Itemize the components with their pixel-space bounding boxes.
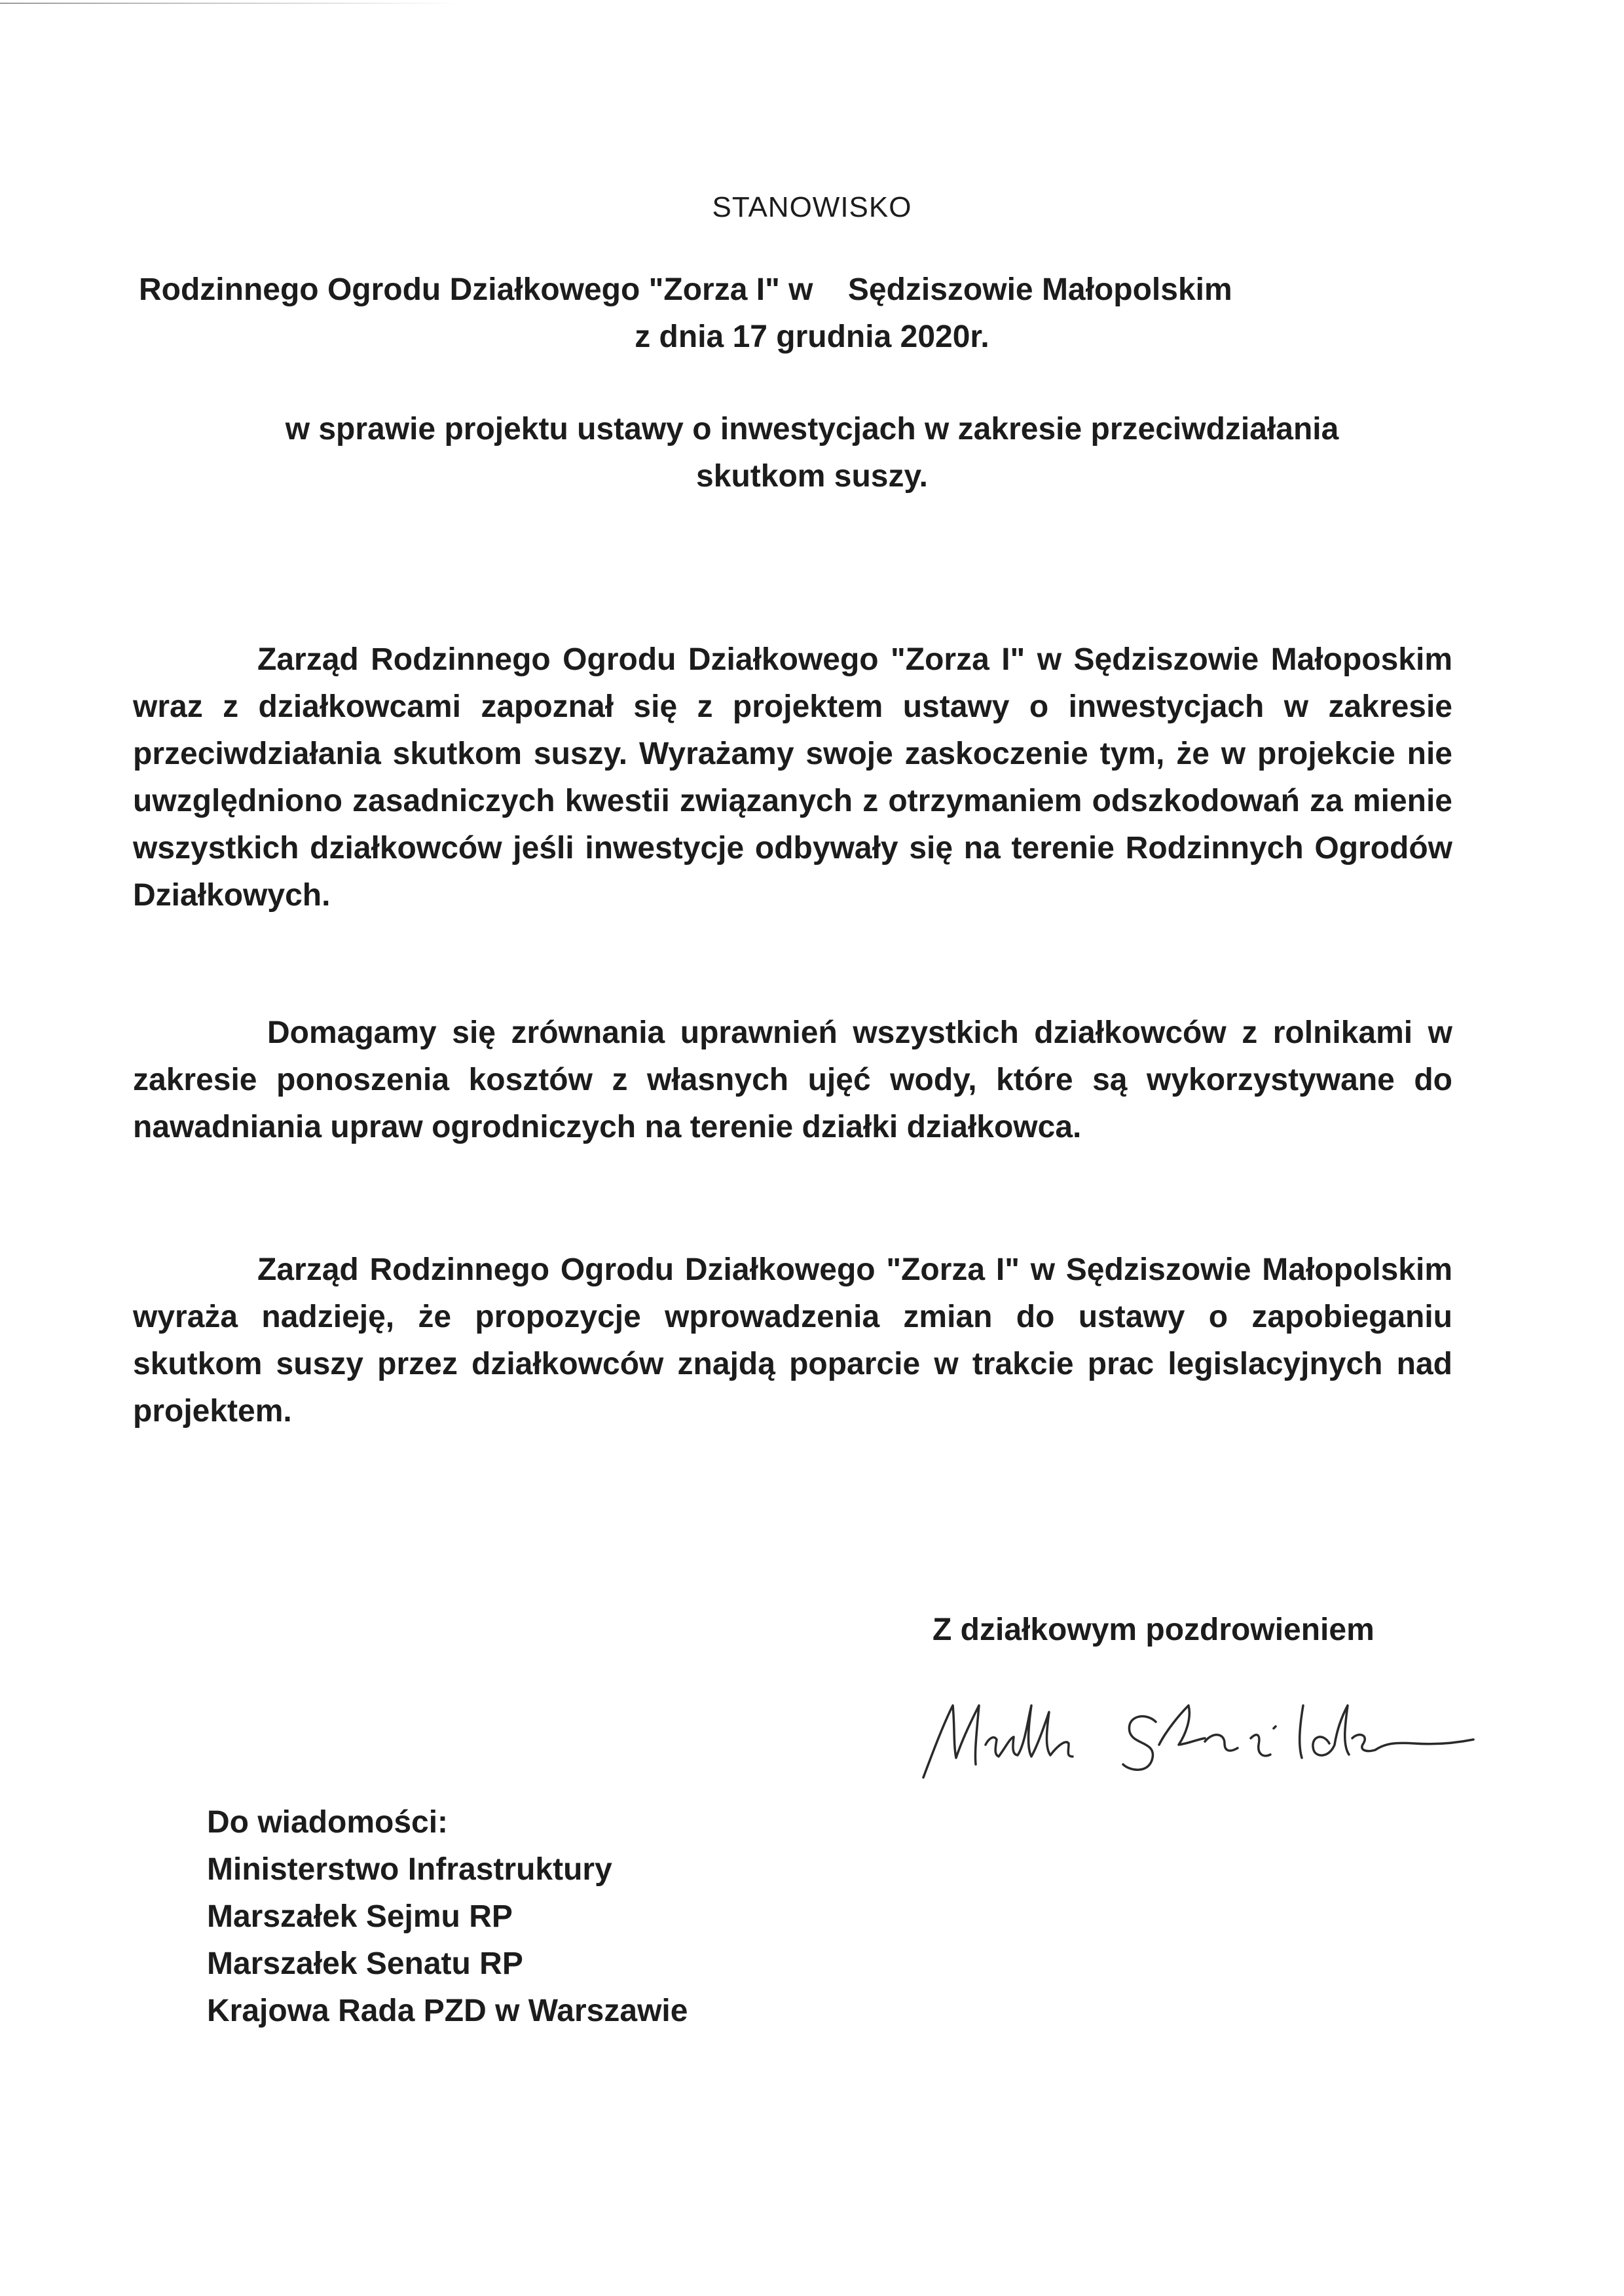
heading-line-subject: w sprawie projektu ustawy o inwestycjach w zakresie przeciwdziałania <box>285 412 1339 446</box>
heading-line-subject-continued: skutkom suszy. <box>696 459 928 494</box>
recipient-item: Marszałek Sejmu RP <box>207 1899 513 1934</box>
distribution-list <box>207 1799 688 2035</box>
scan-edge-line <box>0 3 458 4</box>
distribution-title: Do wiadomości: <box>207 1805 449 1840</box>
heading-line-organization: Rodzinnego Ogrodu Działkowego "Zorza I" w Sędziszowie Małopolskim <box>139 272 1232 307</box>
body-paragraph-3: Zarząd Rodzinnego Ogrodu Działkowego "Zorza I" w Sędziszowie Małopolskim wyraża nadzieję, że propozycje wprowadzenia zmian do ustawy o zapobieganiu skutkom suszy przez działkowców znajdą poparcie w trakcie prac legislacyjnych nad projektem. <box>133 1252 1452 1429</box>
document-title: STANOWISKO <box>712 191 912 223</box>
body-paragraph-2: Domagamy się zrównania uprawnień wszystkich działkowców z rolnikami w zakresie ponoszenia kosztów z własnych ujęć wody, które są wykorzystywane do nawadniania upraw ogrodniczych na terenie działki działkowca. <box>133 1015 1452 1144</box>
recipient-item: Marszałek Senatu RP <box>207 1946 523 1981</box>
body-paragraph-1: Zarząd Rodzinnego Ogrodu Działkowego "Zorza I" w Sędziszowie Małoposkim wraz z działkowcami zapoznał się z projektem ustawy o inwestycjach w zakresie przeciwdziałania skutkom suszy. Wyrażamy swoje zaskoczenie tym, że w projekcie nie uwzględniono zasadniczych kwestii związanych z otrzymaniem odszkodowań za mienie wszystkich działkowców jeśli inwestycje odbywały się na terenie Rodzinnych Ogrodów Działkowych. <box>133 642 1452 913</box>
recipient-item: Krajowa Rada PZD w Warszawie <box>207 1994 688 2028</box>
recipient-item: Ministerstwo Infrastruktury <box>207 1852 612 1887</box>
closing-salutation: Z działkowym pozdrowieniem <box>932 1613 1375 1647</box>
heading-line-date: z dnia 17 grudnia 2020r. <box>635 319 989 354</box>
recipient-list <box>207 1846 688 2035</box>
handwritten-signature <box>897 1666 1486 1797</box>
